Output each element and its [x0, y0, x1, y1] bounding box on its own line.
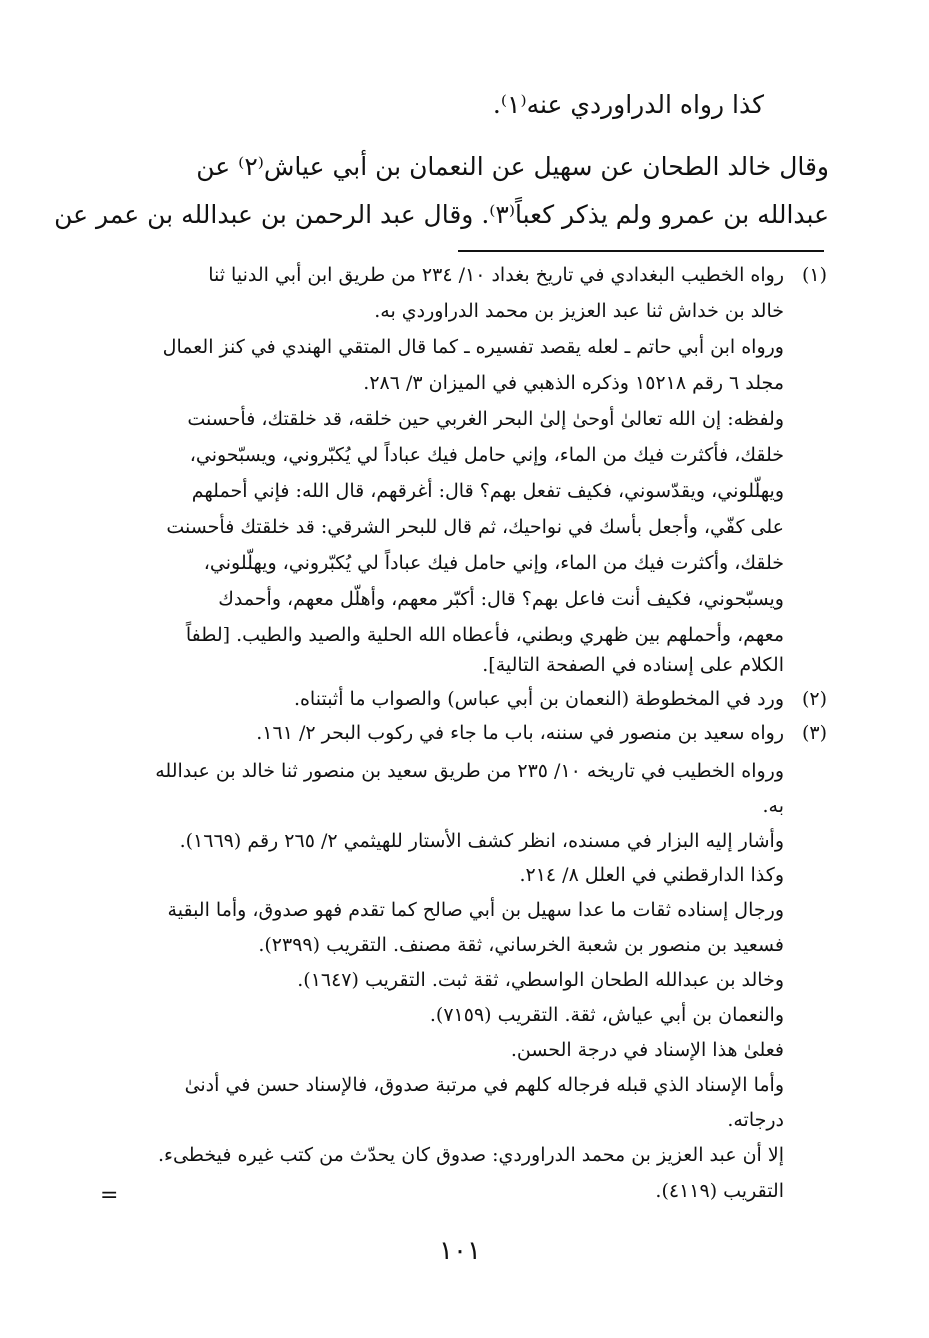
- continuation-mark: =: [100, 1183, 119, 1208]
- footnote-1-line: على كفّي، وأجعل بأسك في نواحيك، ثم قال للبحر الشرقي: قد خلقتك فأحسنت: [166, 516, 784, 538]
- footnote-1-line: مجلد ٦ رقم ١٥٢١٨ وذكره الذهبي في الميزان ٣/ ٢٨٦.: [363, 372, 784, 394]
- footnote-1-line: ورواه ابن أبي حاتم ـ لعله يقصد تفسيره ـ كما قال المتقي الهندي في كنز العمال: [162, 336, 784, 358]
- footnote-3-line: به.: [762, 795, 784, 817]
- footnote-1-line: ويهلّلوني، ويقدّسوني، فكيف تفعل بهم؟ قال: أغرقهم، قال الله: فإني أحملهم: [191, 480, 784, 502]
- footnote-1-line: خلقك، فأكثرت فيك من الماء، وإني حامل فيك عباداً لي يُكبّروني، ويسبّحوني،: [189, 444, 784, 466]
- footnote-3-line: فسعيد بن منصور بن شعبة الخرساني، ثقة مصنف. التقريب (٢٣٩٩).: [258, 934, 784, 956]
- footnote-1-line: خالد بن خداش ثنا عبد العزيز بن محمد الدراوردي به.: [374, 300, 784, 322]
- footnote-1-line: رواه الخطيب البغدادي في تاريخ بغداد ١٠/ ٢٣٤ من طريق ابن أبي الدنيا ثنا: [208, 264, 784, 286]
- footnote-1-number: (١): [801, 264, 827, 286]
- footnote-1-line: الكلام على إسناده في الصفحة التالية].: [482, 654, 784, 676]
- footnote-3-line: ورواه الخطيب في تاريخه ١٠/ ٢٣٥ من طريق سعيد بن منصور ثنا خالد بن عبدالله: [155, 760, 784, 782]
- page-number: ١٠١: [439, 1236, 481, 1266]
- footnote-3-line: والنعمان بن أبي عياش، ثقة. التقريب (٧١٥٩).: [429, 1004, 784, 1026]
- footnote-2-line: ورد في المخطوطة (النعمان بن أبي عباس) والصواب ما أثبتناه.: [293, 688, 784, 710]
- footnote-1-line: معهم، وأحملهم بين ظهري وبطني، فأعطاه الله الحلية والصيد والطيب. [لطفاً: [185, 624, 784, 646]
- footnote-3-line: إلا أن عبد العزيز بن محمد الدراوردي: صدوق كان يحدّث من كتب غيره فيخطىء.: [157, 1144, 784, 1166]
- footnote-1-line: خلقك، وأكثرت فيك من الماء، وإني حامل فيك عباداً لي يُكبّروني، ويهلّلوني،: [203, 552, 784, 574]
- main-line-2: وقال خالد الطحان عن سهيل عن النعمان بن أبي عياش⁽٢⁾ عن: [196, 152, 829, 181]
- footnote-1-line: ولفظه: إن الله تعالىٰ أوحىٰ إلىٰ البحر الغربي حين خلقه، قد خلقتك، فأحسنت: [187, 408, 784, 430]
- main-line-1: كذا رواه الدراوردي عنه⁽١⁾.: [492, 90, 764, 119]
- footnote-3-line: فعلىٰ هذا الإسناد في درجة الحسن.: [510, 1039, 784, 1061]
- footnote-1-line: ويسبّحوني، فكيف أنت فاعل بهم؟ قال: أكبّر معهم، وأهلّل معهم، وأحمدك: [218, 588, 784, 610]
- footnote-3-line: رواه سعيد بن منصور في سننه، باب ما جاء في ركوب البحر ٢/ ١٦١.: [256, 722, 784, 744]
- footnote-3-line: وكذا الدارقطني في العلل ٨/ ٢١٤.: [519, 864, 784, 886]
- footnote-separator: [458, 250, 824, 252]
- footnote-3-line: وأشار إليه البزار في مسنده، انظر كشف الأستار للهيثمي ٢/ ٢٦٥ رقم (١٦٦٩).: [179, 830, 784, 852]
- footnote-3-number: (٣): [801, 722, 827, 744]
- footnote-3-line: وأما الإسناد الذي قبله فرجاله كلهم في مرتبة صدوق، فالإسناد حسن في أدنىٰ: [184, 1074, 784, 1096]
- footnote-2-number: (٢): [801, 688, 827, 710]
- footnote-3-line: وخالد بن عبدالله الطحان الواسطي، ثقة ثبت. التقريب (١٦٤٧).: [297, 969, 784, 991]
- main-line-3: عبدالله بن عمرو ولم يذكر كعباً⁽٣⁾. وقال عبد الرحمن بن عبدالله بن عمر عن: [54, 200, 829, 229]
- footnote-3-line: درجاته.: [727, 1109, 784, 1131]
- footnote-3-line: التقريب (٤١١٩).: [655, 1180, 784, 1202]
- footnote-3-line: ورجال إسناده ثقات ما عدا سهيل بن أبي صالح كما تقدم فهو صدوق، وأما البقية: [167, 899, 784, 921]
